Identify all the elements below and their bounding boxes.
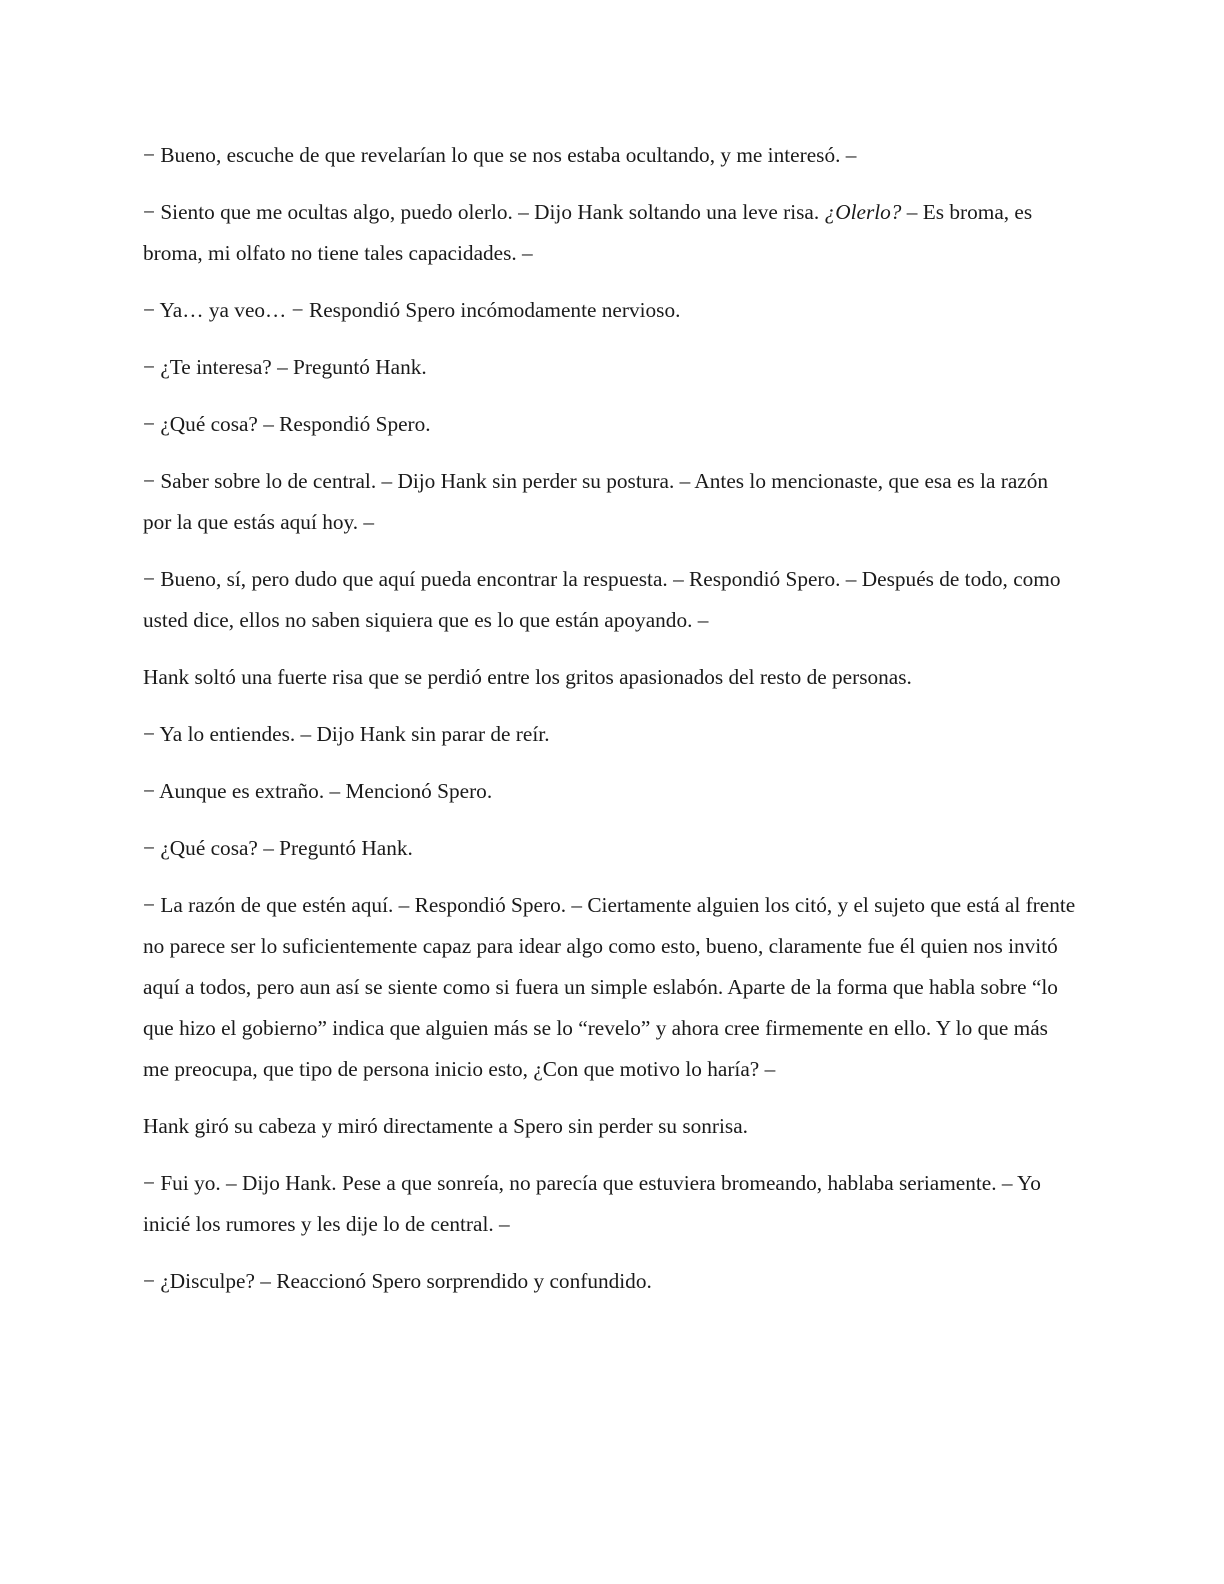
paragraph-13: Hank giró su cabeza y miró directamente a Spero sin perder su sonrisa. <box>143 1114 748 1138</box>
paragraph-2-italic: ¿Olerlo? <box>824 200 902 224</box>
paragraph-9: − Ya lo entiendes. – Dijo Hank sin parar de reír. <box>143 722 550 746</box>
paragraph-7: − Bueno, sí, pero dudo que aquí pueda encontrar la respuesta. – Respondió Spero. – Después de todo, como usted dice, ellos no saben siquiera que es lo que están apoyando. – <box>143 567 1061 632</box>
document-body <box>143 135 1078 1318</box>
paragraph-8: Hank soltó una fuerte risa que se perdió entre los gritos apasionados del resto de personas. <box>143 665 912 689</box>
paragraph-1: − Bueno, escuche de que revelarían lo que se nos estaba ocultando, y me interesó. – <box>143 143 857 167</box>
paragraph-2-after: – Es broma, es broma, mi olfato no tiene tales capacidades. – <box>143 200 1033 265</box>
paragraph-6: − Saber sobre lo de central. – Dijo Hank sin perder su postura. – Antes lo mencionaste, que esa es la razón por la que estás aquí hoy. – <box>143 469 1049 534</box>
paragraph-5: − ¿Qué cosa? – Respondió Spero. <box>143 412 431 436</box>
paragraph-3: − Ya… ya veo… − Respondió Spero incómodamente nervioso. <box>143 298 681 322</box>
paragraph-12: − La razón de que estén aquí. – Respondió Spero. – Ciertamente alguien los citó, y el sujeto que está al frente no parece ser lo suficientemente capaz para idear algo como esto, bueno, claramente fue él quien nos invitó aquí a todos, pero aun así se siente como si fuera un simple eslabón. Aparte de la forma que habla sobre “lo que hizo el gobierno” indica que alguien más se lo “revelo” y ahora cree firmemente en ello. Y lo que más me preocupa, que tipo de persona inicio esto, ¿Con que motivo lo haría? – <box>143 893 1076 1081</box>
paragraph-2 <box>143 192 1078 274</box>
paragraph-11: − ¿Qué cosa? – Preguntó Hank. <box>143 836 413 860</box>
paragraph-2-before: − Siento que me ocultas algo, puedo olerlo. – Dijo Hank soltando una leve risa. <box>143 200 825 224</box>
paragraph-4: − ¿Te interesa? – Preguntó Hank. <box>143 355 427 379</box>
paragraph-10: − Aunque es extraño. – Mencionó Spero. <box>143 779 493 803</box>
paragraph-15: − ¿Disculpe? – Reaccionó Spero sorprendido y confundido. <box>143 1269 652 1293</box>
paragraph-14: − Fui yo. – Dijo Hank. Pese a que sonreía, no parecía que estuviera bromeando, hablaba seriamente. – Yo inicié los rumores y les dije lo de central. – <box>143 1171 1041 1236</box>
